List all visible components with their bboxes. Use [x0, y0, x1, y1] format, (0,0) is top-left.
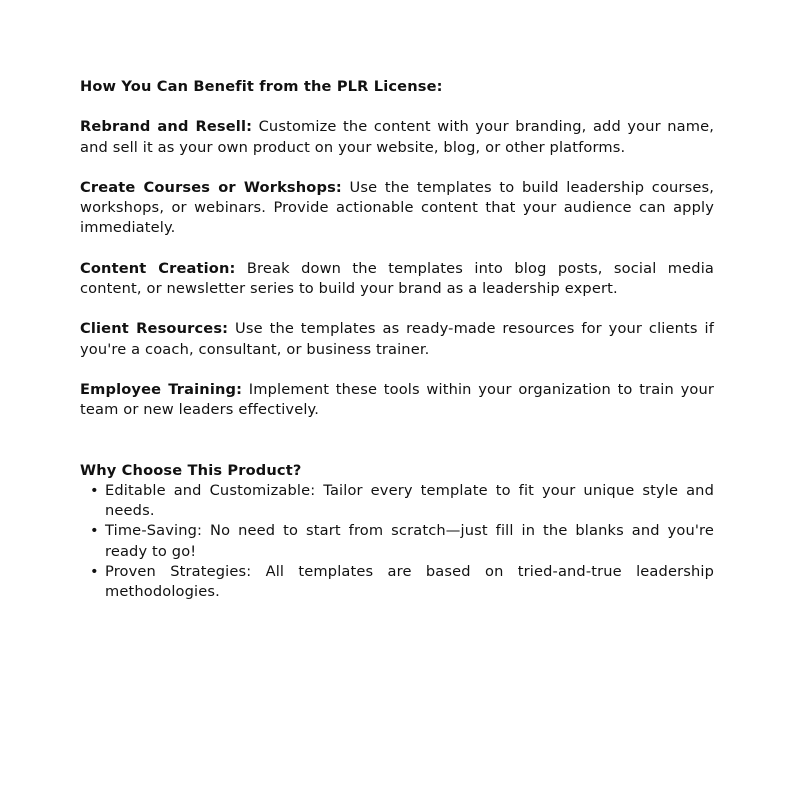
list-item — [80, 481, 714, 522]
benefit-text: Use the templates as ready-made resources for your clients if you're a coach, consultant, or business trainer. — [80, 320, 714, 358]
bullet-icon: • — [90, 563, 99, 581]
benefit-text: Use the templates to build leadership courses, workshops, or webinars. Provide actionable content that your audience can apply immediately. — [80, 178, 714, 237]
benefit-label: Content Creation: — [80, 259, 236, 277]
list-item-text: Time-Saving: No need to start from scratch—just fill in the blanks and you're ready to go! — [105, 522, 714, 560]
benefit-text: Implement these tools within your organization to train your team or new leaders effectively. — [80, 380, 714, 419]
document-page — [80, 77, 714, 603]
benefit-label: Create Courses or Workshops: — [80, 178, 342, 196]
list-item — [80, 521, 714, 562]
benefit-label: Client Resources: — [80, 320, 229, 338]
benefit-text: Customize the content with your branding, add your name, and sell it as your own product on your website, blog, or other platforms. — [80, 118, 715, 156]
list-item-text: Proven Strategies: All templates are based on tried-and-true leadership methodologies. — [105, 563, 714, 601]
section-spacer — [80, 421, 714, 461]
benefit-label: Employee Training: — [80, 380, 243, 398]
list-item-text: Editable and Customizable: Tailor every template to fit your unique style and needs. — [105, 481, 714, 520]
benefit-paragraph-content-creation — [80, 259, 714, 300]
benefit-text: Break down the templates into blog posts, social media content, or newsletter series to build your brand as a leadership expert. — [80, 259, 714, 298]
bullet-icon: • — [90, 522, 99, 540]
benefit-label: Rebrand and Resell: — [80, 118, 253, 136]
benefit-paragraph-employee-training — [80, 380, 714, 421]
why-choose-list — [80, 481, 714, 603]
why-choose-heading: Why Choose This Product? — [80, 461, 302, 479]
bullet-icon: • — [90, 481, 99, 499]
benefit-paragraph-courses — [80, 178, 714, 239]
list-item — [80, 562, 714, 603]
benefit-paragraph-client-resources — [80, 319, 714, 360]
benefit-paragraph-rebrand — [80, 117, 714, 158]
benefits-heading: How You Can Benefit from the PLR License: — [80, 78, 443, 95]
